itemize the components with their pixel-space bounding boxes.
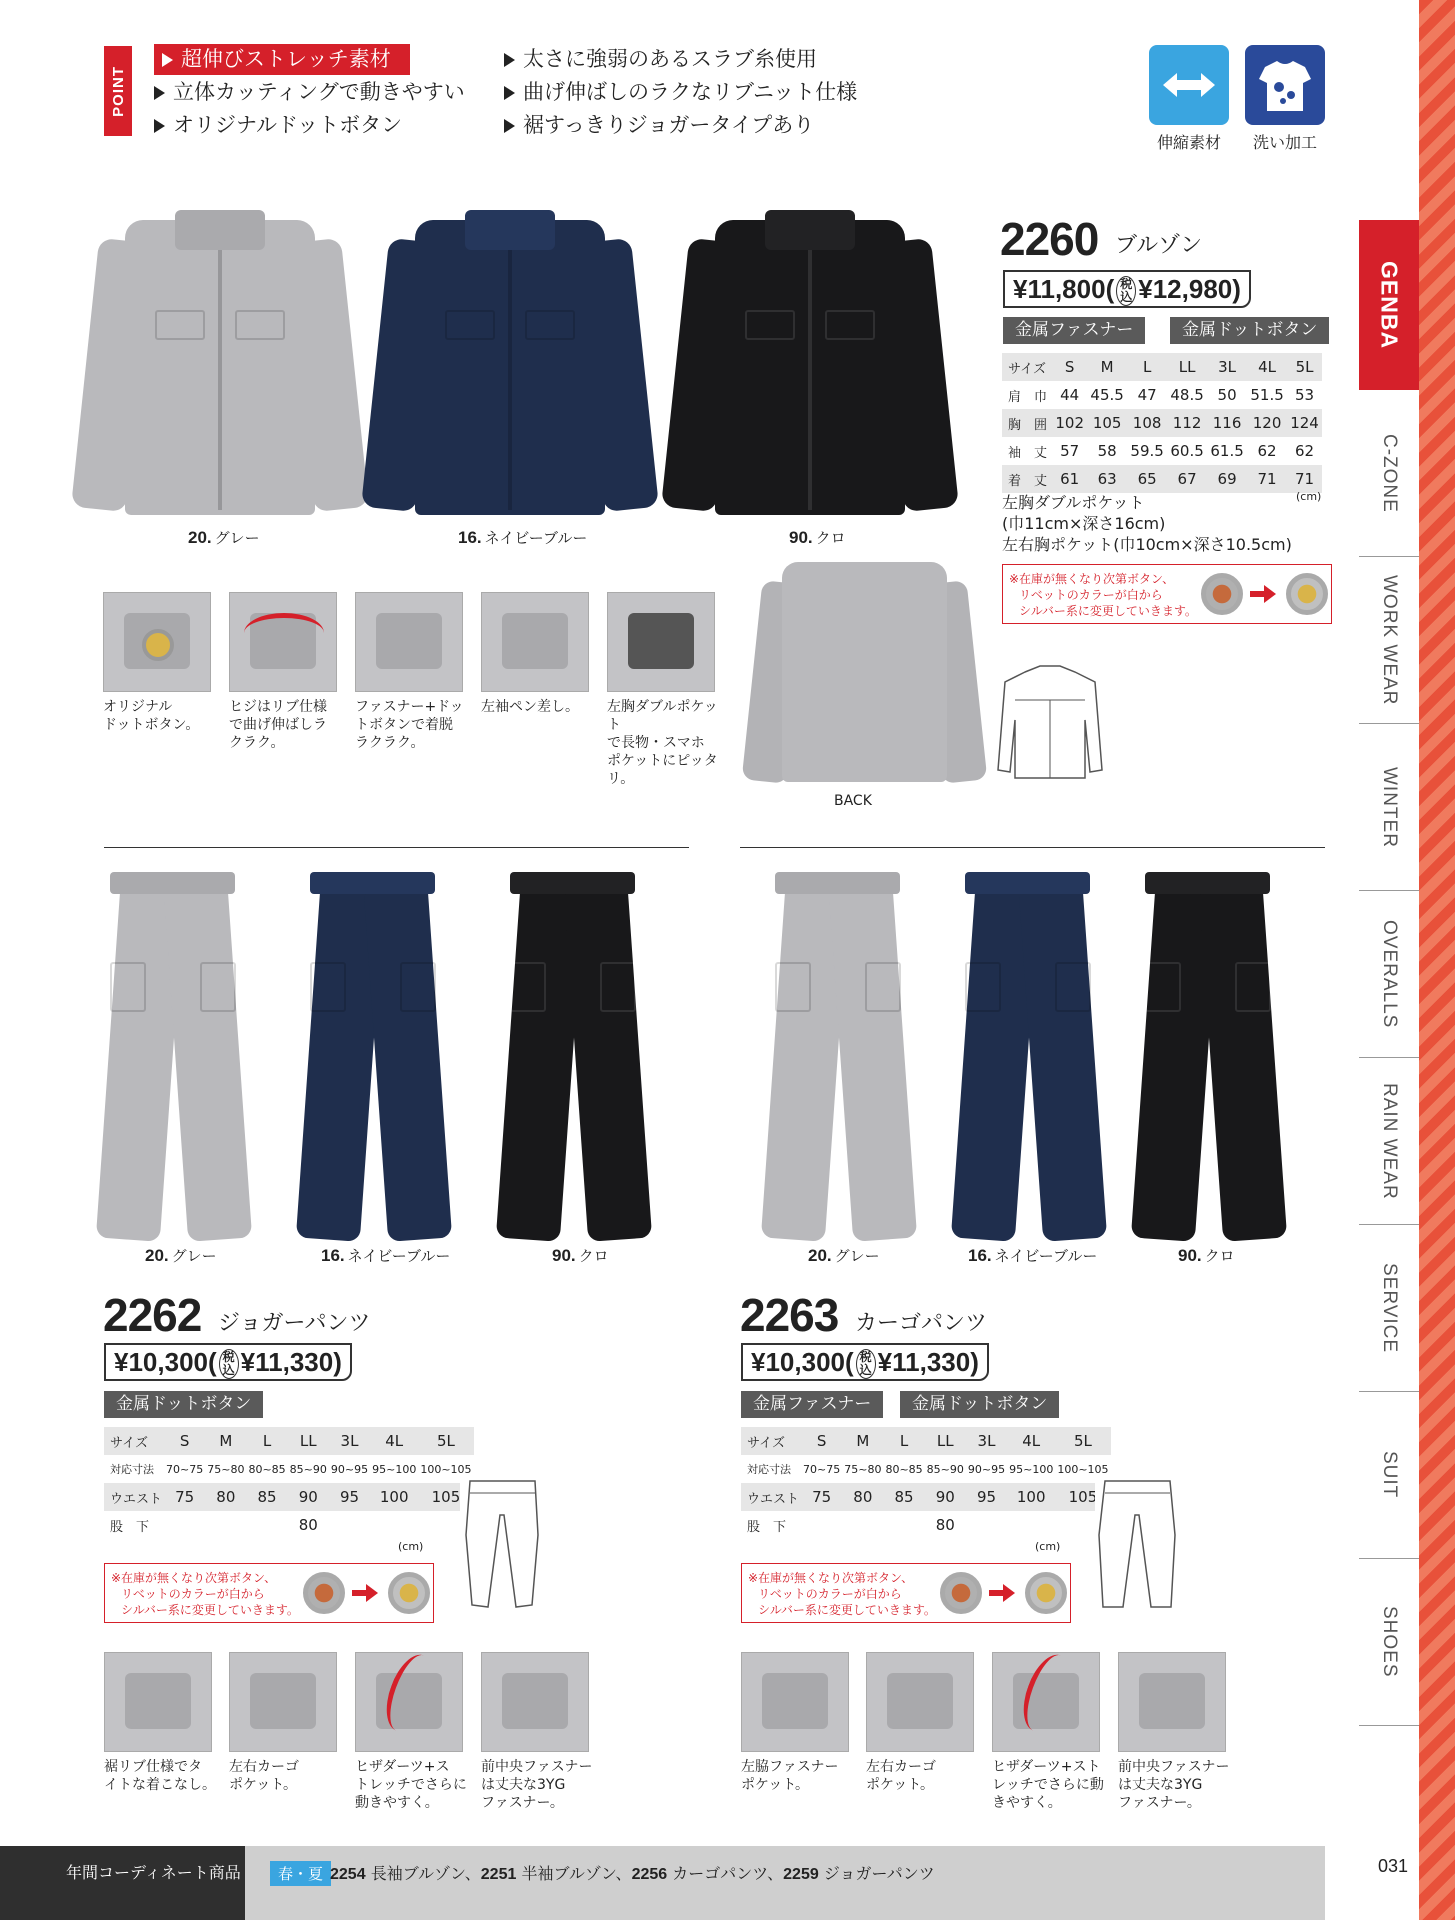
size-table-2263 <box>741 1427 1111 1539</box>
product-number: 2262 <box>103 1289 202 1341</box>
section-divider <box>740 847 1325 848</box>
color-caption: 20. グレー <box>188 528 260 547</box>
wash-label: 洗い加工 <box>1252 133 1317 152</box>
table-row: サイズ S M L LL 3L 4L 5L <box>104 1427 474 1455</box>
jogger-drawing <box>460 1475 545 1620</box>
arrow-right-icon <box>989 1587 1015 1599</box>
point-item: オリジナルドットボタン <box>154 110 504 141</box>
product-number: 2263 <box>740 1289 839 1341</box>
triangle-icon <box>504 53 515 67</box>
triangle-icon <box>504 119 515 133</box>
coordinate-list: 2254 長袖ブルゾン、2251 半袖ブルゾン、2256 カーゴパンツ、2259 ジョガーパンツ <box>330 1864 935 1883</box>
color-caption: 90. クロ <box>1178 1246 1235 1265</box>
spec-tag: 金属ドットボタン <box>104 1391 263 1418</box>
old-button-icon <box>940 1572 982 1614</box>
notice-text: ※在庫が無くなり次第ボタン、 リベットのカラーが白から シルバー系に変更していきます。 <box>1009 572 1197 618</box>
unit-label: (cm) <box>1296 490 1322 503</box>
arrow-right-icon <box>1250 588 1276 600</box>
size-table-2260 <box>1002 353 1322 493</box>
nav-shoes[interactable]: SHOES <box>1359 1559 1419 1726</box>
detail-thumb <box>355 592 463 692</box>
point-list <box>154 44 864 141</box>
detail-caption: ヒザダーツ+スト レッチでさらに動 きやすく。 <box>992 1759 1104 1811</box>
table-row: 股 下 80 <box>747 1516 955 1535</box>
table-row: サイズ S M L LL 3L 4L 5L <box>741 1427 1111 1455</box>
table-row: ウエスト 75 80 85 90 95 100 105 <box>104 1483 474 1511</box>
nav-overalls[interactable]: OVERALLS <box>1359 891 1419 1058</box>
detail-thumb <box>355 1652 463 1752</box>
triangle-icon <box>504 86 515 100</box>
old-button-icon <box>1201 573 1243 615</box>
old-button-icon <box>303 1572 345 1614</box>
season-badge: 春・夏 <box>270 1861 331 1886</box>
wash-icon <box>1245 45 1325 125</box>
nav-winter[interactable]: WINTER <box>1359 724 1419 891</box>
jacket-grey-image <box>80 210 360 525</box>
table-row: 胸 囲 102 105 108 112 116 120 124 <box>1002 409 1322 437</box>
pants-2263-navy-image <box>955 872 1105 1247</box>
detail-caption: オリジナル ドットボタン。 <box>103 699 200 733</box>
spec-tag: 金属ファスナー <box>1003 317 1145 344</box>
color-caption: 16. ネイビーブルー <box>968 1246 1098 1265</box>
unit-label: (cm) <box>398 1540 424 1553</box>
detail-thumb <box>229 592 337 692</box>
detail-caption: 前中央ファスナー は丈夫な3YG ファスナー。 <box>1118 1759 1230 1811</box>
arrow-right-icon <box>352 1587 378 1599</box>
price-box: ¥10,300( 税 込 ¥11,330) <box>104 1343 352 1381</box>
detail-caption: 前中央ファスナー は丈夫な3YG ファスナー。 <box>481 1759 593 1811</box>
point-item: 曲げ伸ばしのラクなリブニット仕様 <box>504 77 864 108</box>
unit-label: (cm) <box>1035 1540 1061 1553</box>
point-item: 太さに強弱のあるスラブ糸使用 <box>504 44 864 75</box>
section-divider <box>104 847 689 848</box>
nav-service[interactable]: SERVICE <box>1359 1225 1419 1392</box>
detail-caption: ヒジはリブ仕様 で曲げ伸ばしラ クラク。 <box>229 699 327 751</box>
table-row: 対応寸法 70~75 75~80 80~85 85~90 90~95 95~100 100~105 <box>747 1462 1109 1476</box>
pants-2262-navy-image <box>300 872 450 1247</box>
triangle-icon <box>154 86 165 100</box>
product-name: ジョガーパンツ <box>218 1311 371 1336</box>
detail-caption: 左袖ペン差し。 <box>481 699 579 715</box>
product-number: 2260 <box>1000 213 1099 265</box>
table-row: 股 下 80 <box>110 1516 318 1535</box>
new-button-icon <box>1025 1572 1067 1614</box>
point-tag: POINT <box>104 46 132 136</box>
point-item: 裾すっきりジョガータイプあり <box>504 110 864 141</box>
tax-badge: 税 込 <box>856 1349 876 1379</box>
pants-2262-grey-image <box>100 872 250 1247</box>
detail-caption: ヒザダーツ+ス トレッチでさらに 動きやすく。 <box>355 1759 467 1811</box>
side-nav <box>1359 220 1419 1726</box>
point-item: 超伸びストレッチ素材 <box>154 44 410 75</box>
table-row: 対応寸法 70~75 75~80 80~85 85~90 90~95 95~100 100~105 <box>110 1462 472 1476</box>
footer-label-box: 年間コーディネート商品 <box>0 1846 245 1920</box>
stretch-label: 伸縮素材 <box>1156 133 1221 152</box>
notice-box <box>741 1563 1071 1623</box>
detail-caption: 左胸ダブルポケット で長物・スマホ ポケットにピッタリ。 <box>607 699 718 787</box>
table-row: 肩 巾 44 45.5 47 48.5 50 51.5 53 <box>1008 386 1315 405</box>
detail-caption: 裾リブ仕様でタ イトな着こなし。 <box>104 1759 216 1793</box>
pocket-description: 左胸ダブルポケット (巾11cm×深さ16cm) 左右胸ポケット(巾10cm×深さ10.5cm) <box>1002 493 1292 554</box>
detail-thumb <box>607 592 715 692</box>
color-caption: 16. ネイビーブルー <box>458 528 588 547</box>
table-row: サイズ S M L LL 3L 4L 5L <box>1002 353 1322 381</box>
bend-arrow-icon <box>244 613 324 653</box>
point-item: 立体カッティングで動きやすい <box>154 77 504 108</box>
detail-thumb <box>481 592 589 692</box>
cargo-drawing <box>1095 1475 1180 1620</box>
color-caption: 20. グレー <box>808 1246 880 1265</box>
product-name: カーゴパンツ <box>855 1311 988 1336</box>
nav-rain-wear[interactable]: RAIN WEAR <box>1359 1058 1419 1225</box>
triangle-icon <box>154 119 165 133</box>
new-button-icon <box>1286 573 1328 615</box>
detail-thumb <box>992 1652 1100 1752</box>
pants-2263-grey-image <box>765 872 915 1247</box>
detail-thumb <box>481 1652 589 1752</box>
price-box: ¥11,800( 税 込 ¥12,980) <box>1003 270 1251 308</box>
detail-thumb <box>104 1652 212 1752</box>
jacket-back-drawing <box>990 660 1110 790</box>
stretch-icon <box>1149 45 1229 125</box>
jacket-navy-image <box>370 210 650 525</box>
table-row: 着 丈 61 63 65 67 69 71 71 <box>1002 465 1322 493</box>
detail-caption: 左右カーゴ ポケット。 <box>866 1759 936 1793</box>
detail-thumb <box>103 592 211 692</box>
triangle-icon <box>162 53 173 67</box>
tax-badge: 税 込 <box>219 1349 239 1379</box>
detail-thumb <box>229 1652 337 1752</box>
detail-thumb <box>866 1652 974 1752</box>
product-name: ブルゾン <box>1115 233 1203 258</box>
color-caption: 20. グレー <box>145 1246 217 1265</box>
color-caption: 90. クロ <box>789 528 846 547</box>
notice-text: ※在庫が無くなり次第ボタン、 リベットのカラーが白から シルバー系に変更していきます。 <box>748 1571 936 1617</box>
table-row: 袖 丈 57 58 59.5 60.5 61.5 62 62 <box>1008 442 1315 461</box>
nav-suit[interactable]: SUIT <box>1359 1392 1419 1559</box>
nav-work-wear[interactable]: WORK WEAR <box>1359 557 1419 724</box>
notice-box <box>104 1563 434 1623</box>
page-number: 031 <box>1378 1856 1409 1876</box>
spec-tag: 金属ファスナー <box>741 1391 883 1418</box>
nav-genba[interactable]: GENBA <box>1359 220 1419 390</box>
edge-decoration <box>1419 0 1455 1920</box>
detail-thumb <box>1118 1652 1226 1752</box>
color-caption: 16. ネイビーブルー <box>321 1246 451 1265</box>
notice-box <box>1002 564 1332 624</box>
spec-tag: 金属ドットボタン <box>900 1391 1059 1418</box>
jacket-back-image <box>752 552 977 787</box>
pants-2262-black-image <box>500 872 650 1247</box>
tax-badge: 税 込 <box>1116 276 1136 306</box>
size-table-2262 <box>104 1427 474 1539</box>
pants-2263-black-image <box>1135 872 1285 1247</box>
detail-caption: 左右カーゴ ポケット。 <box>229 1759 299 1793</box>
back-label: BACK <box>834 793 872 809</box>
spec-tag: 金属ドットボタン <box>1170 317 1329 344</box>
detail-caption: ファスナー+ドッ トボタンで着脱 ラクラク。 <box>355 699 464 751</box>
button-icon <box>142 629 174 661</box>
detail-thumb <box>741 1652 849 1752</box>
table-row: ウエスト 75 80 85 90 95 100 105 <box>741 1483 1111 1511</box>
price-box: ¥10,300( 税 込 ¥11,330) <box>741 1343 989 1381</box>
new-button-icon <box>388 1572 430 1614</box>
notice-text: ※在庫が無くなり次第ボタン、 リベットのカラーが白から シルバー系に変更していきます。 <box>111 1571 299 1617</box>
detail-caption: 左脇ファスナー ポケット。 <box>741 1759 839 1793</box>
color-caption: 90. クロ <box>552 1246 609 1265</box>
nav-c-zone[interactable]: C-ZONE <box>1359 390 1419 557</box>
jacket-black-image <box>670 210 950 525</box>
